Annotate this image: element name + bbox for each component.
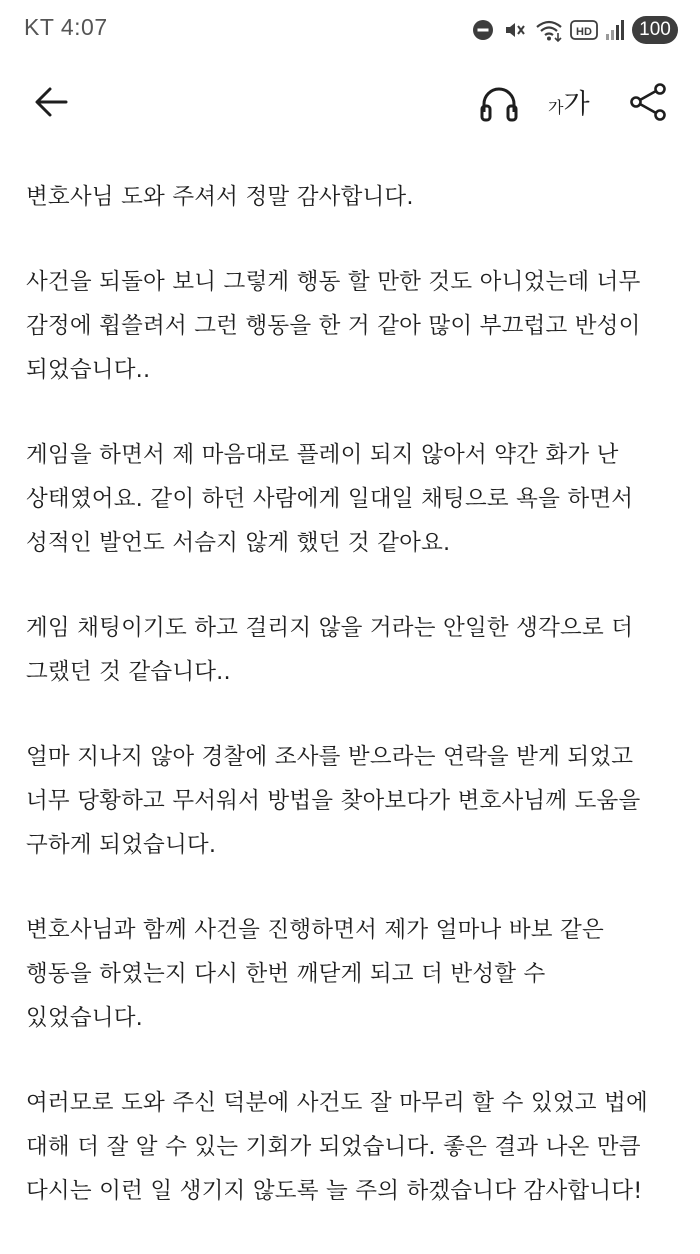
article-line: 그랬던 것 같습니다.. — [26, 659, 231, 685]
mute-icon — [502, 17, 528, 43]
status-bar — [0, 0, 700, 60]
article-line: 사건을 되돌아 보니 그렇게 행동 할 만한 것도 아니었는데 너무 — [26, 269, 641, 295]
article-line: 구하게 되었습니다. — [26, 832, 217, 858]
signal-icon — [604, 18, 626, 42]
share-icon — [626, 80, 670, 124]
font-size-small-glyph: 가 — [548, 98, 564, 117]
font-size-large-glyph: 가 — [563, 89, 590, 120]
article-line: 행동을 하였는지 다시 한번 깨닫게 되고 더 반성할 수 — [26, 961, 546, 987]
status-icons — [470, 14, 678, 46]
article-line: 변호사님과 함께 사건을 진행하면서 제가 얼마나 바보 같은 — [26, 917, 604, 943]
article-line: 감정에 휩쓸려서 그런 행동을 한 거 같아 많이 부끄럽고 반성이 — [26, 313, 641, 339]
article-paragraph — [26, 175, 686, 219]
article-line: 변호사님 도와 주셔서 정말 감사합니다. — [26, 184, 414, 210]
article-line: 너무 당황하고 무서워서 방법을 찾아보다가 변호사님께 도움을 — [26, 788, 641, 814]
font-size-button[interactable] — [548, 82, 590, 122]
battery-indicator: 100 — [632, 16, 678, 44]
article-line: 성적인 발언도 서슴지 않게 했던 것 같아요. — [26, 530, 451, 556]
carrier-time — [24, 14, 108, 41]
headphones-icon — [476, 80, 522, 126]
article-line: 있었습니다. — [26, 1005, 144, 1031]
hd-icon — [570, 19, 598, 41]
share-button[interactable] — [626, 80, 670, 124]
article-line: 얼마 지나지 않아 경찰에 조사를 받으라는 연락을 받게 되었고 — [26, 744, 634, 770]
article-paragraph — [26, 433, 686, 565]
svg-text:HD: HD — [576, 26, 592, 38]
article-paragraph — [26, 1081, 686, 1213]
article-paragraph — [26, 735, 686, 867]
article-line: 게임 채팅이기도 하고 걸리지 않을 거라는 안일한 생각으로 더 — [26, 615, 634, 641]
article-line: 상태였어요. 같이 하던 사람에게 일대일 채팅으로 욕을 하면서 — [26, 486, 634, 512]
article-line: 대해 더 잘 알 수 있는 기회가 되었습니다. 좋은 결과 나온 만큼 — [26, 1134, 641, 1160]
article-paragraph — [26, 908, 686, 1040]
back-arrow-icon — [30, 80, 74, 124]
listen-button[interactable] — [476, 80, 522, 126]
back-button[interactable] — [30, 80, 74, 124]
article-line: 여러모로 도와 주신 덕분에 사건도 잘 마무리 할 수 있었고 법에 — [26, 1090, 648, 1116]
wifi-icon — [534, 17, 564, 43]
article-line: 게임을 하면서 제 마음대로 플레이 되지 않아서 약간 화가 난 — [26, 442, 619, 468]
article-body — [26, 175, 686, 1254]
dnd-icon — [470, 17, 496, 43]
article-paragraph — [26, 260, 686, 392]
carrier-label: KT — [24, 14, 54, 40]
article-line: 되었습니다.. — [26, 357, 151, 383]
article-line: 다시는 이런 일 생기지 않도록 늘 주의 하겠습니다 감사합니다! — [26, 1178, 643, 1204]
clock: 4:07 — [60, 14, 108, 40]
app-toolbar — [0, 72, 700, 132]
article-paragraph — [26, 606, 686, 694]
